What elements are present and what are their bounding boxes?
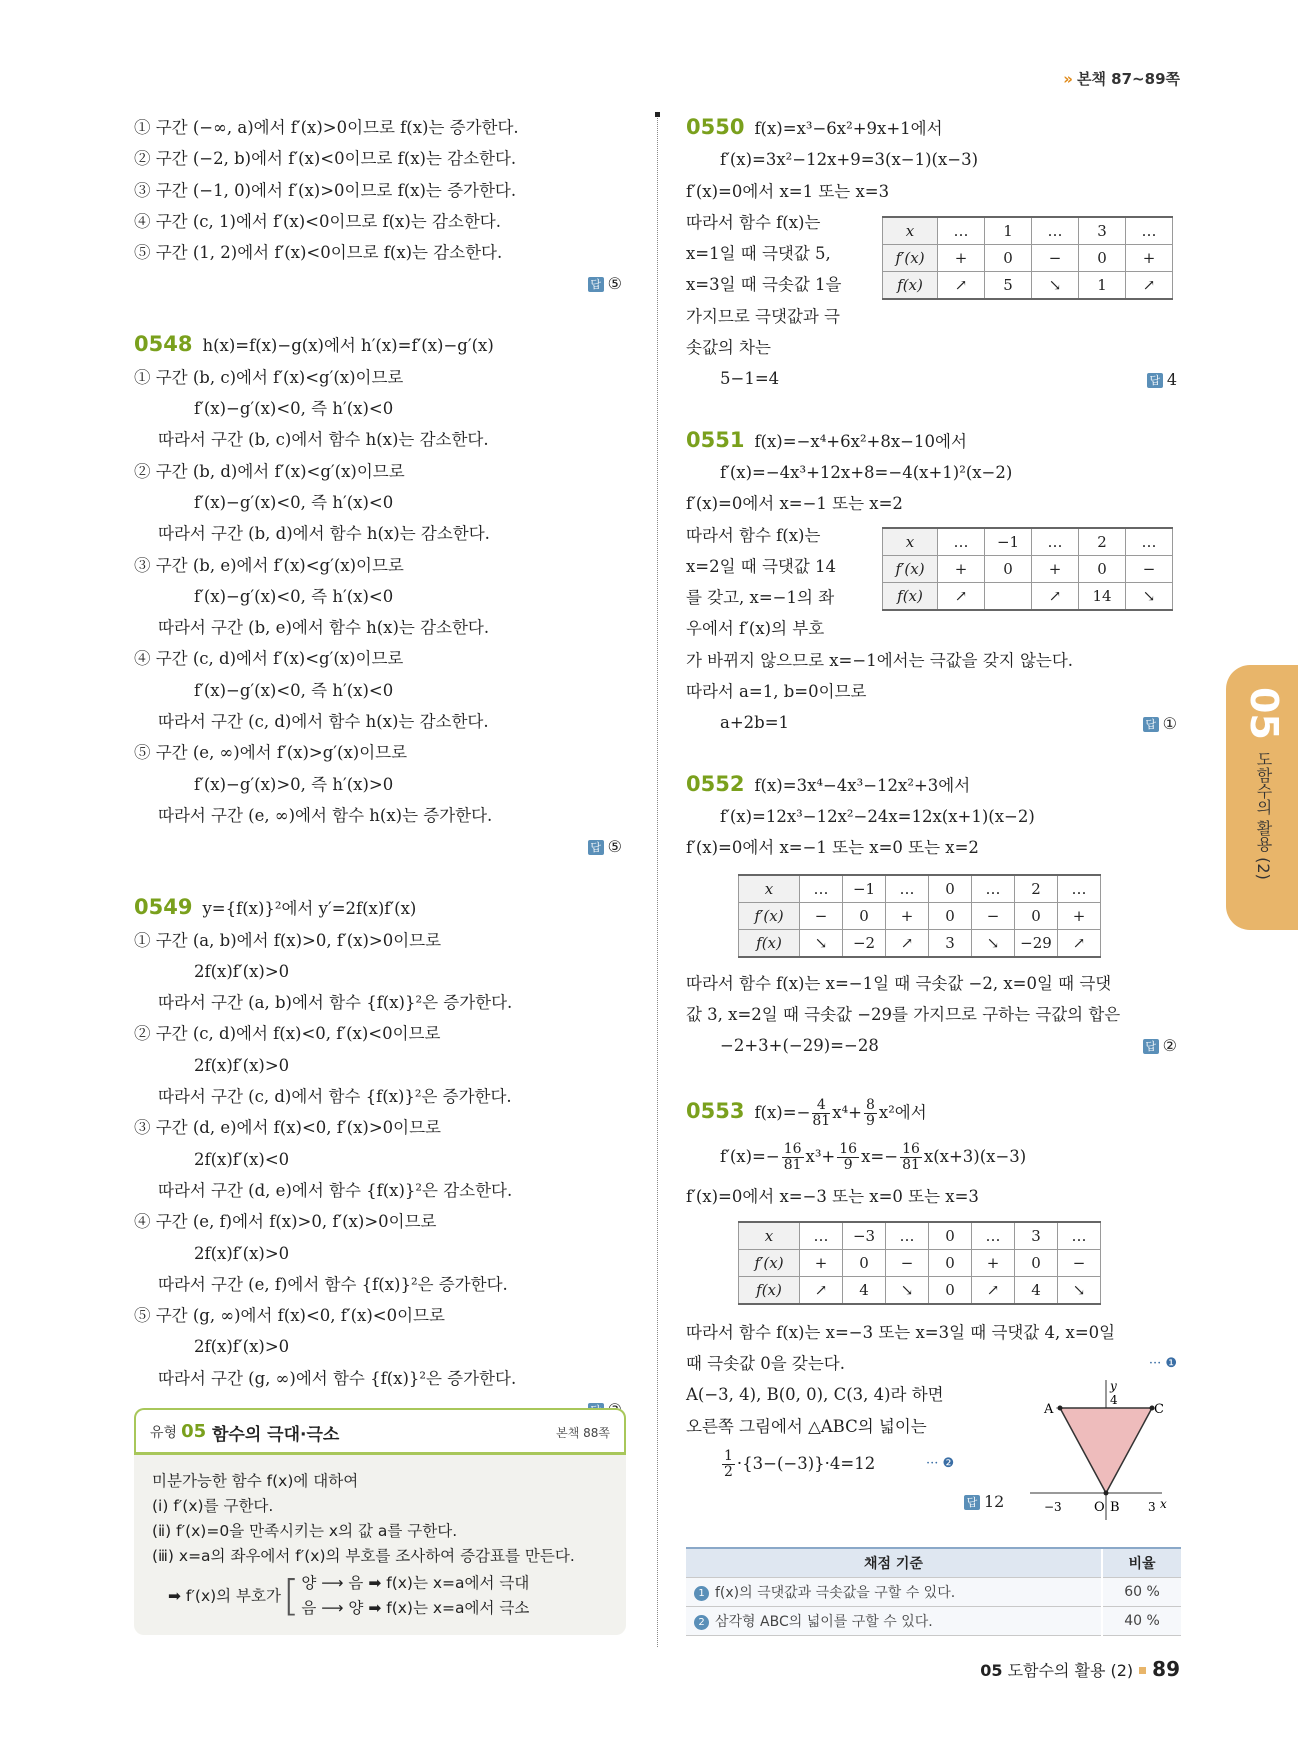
line: 따라서 구간 (d, e)에서 함수 {f(x)}²은 감소한다. (158, 1180, 513, 1200)
answer: 답 ② (686, 1030, 1181, 1061)
answer-mark-icon: 답 (964, 1495, 980, 1510)
grading-criteria-table: 채점 기준 비율 1 f(x)의 극댓값과 극솟값을 구할 수 있다. 60 % 2 삼각형 ABC의 넓이를 구할 수 있다. 40 % (686, 1547, 1181, 1636)
solution-0549: 0549 y={f(x)}²에서 y′=2f(x)f′(x) ① 구간 (a, b)에서 f(x)>0, f′(x)>0이므로 2f(x)f′(x)>0 따라서 구간 (a, b)에서 함수 {f(x)}²은 증가한다. ② 구간 (c, d)에서 f(x)<0, f′(x)<0이므로 2f(x)f′(x)>0 따라서 구간 (c, d)에서 함수 {f(x)}²은 증가한다. ③ 구간 (d, e)에서 f(x)<0, f′(x)>0이므로 2f(x)f′(x)<0 따라서 구간 (d, e)에서 함수 {f(x)}²은 감소한다. ④ 구간 (e, f)에서 f(x)>0, f′(x)>0이므로 2f(x)f′(x)>0 따라서 구간 (e, f)에서 함수 {f(x)}²은 증가한다. ⑤ 구간 (g, ∞)에서 f(x)<0, f′(x)<0이므로 2f(x)f′(x)>0 따라서 구간 (g, ∞)에서 함수 {f(x)}²은 증가한다. (134, 892, 626, 1425)
line: f′(x)−g′(x)<0, 즉 h′(x)<0 (194, 492, 394, 512)
answer-mark-icon: 답 (588, 277, 604, 292)
chapter-side-tab[interactable]: 05 도함수의 활용 (2) (1226, 665, 1298, 930)
line: f′(x)−g′(x)<0, 즉 h′(x)<0 (194, 586, 394, 606)
increase-decrease-table: x … 1 … 3 … f′(x) + 0 − 0 + f(x) ↗ 5 ↘ 1 ↗ (882, 216, 1173, 300)
point-b (1104, 1491, 1109, 1496)
label-o: O (1094, 1500, 1105, 1515)
line: 따라서 구간 (a, b)에서 함수 {f(x)}²은 증가한다. (158, 993, 513, 1013)
left-column (134, 112, 626, 1425)
answer-mark-icon: 답 (1143, 1039, 1159, 1054)
line: ② 구간 (c, d)에서 f(x)<0, f′(x)<0이므로 (134, 1024, 441, 1044)
increase-decrease-table: x … −3 … 0 … 3 … f′(x) + 0 − 0 + 0 − f(x) ↗ 4 ↘ 0 ↗ 4 ↘ (738, 1221, 1101, 1305)
answer: 답 ① (686, 708, 1181, 739)
answer: 답 4 (686, 364, 1181, 395)
increase-decrease-table: x … −1 … 2 … f′(x) + 0 + 0 − f(x) ↗ ↗ 14 ↘ (882, 527, 1173, 611)
line: 따라서 구간 (c, d)에서 함수 h(x)는 감소한다. (158, 712, 489, 732)
label-c: C (1154, 1402, 1164, 1417)
right-column (686, 112, 1181, 1517)
label-y: y (1110, 1380, 1117, 1393)
line: ④ 구간 (e, f)에서 f(x)>0, f′(x)>0이므로 (134, 1212, 437, 1232)
page-footer: 05 도함수의 활용 (2) 89 (980, 1657, 1180, 1681)
line: ③ 구간 (b, e)에서 f′(x)<g′(x)이므로 (134, 555, 404, 575)
line: 따라서 구간 (g, ∞)에서 함수 {f(x)}²은 증가한다. (158, 1368, 517, 1388)
line: ① 구간 (b, c)에서 f′(x)<g′(x)이므로 (134, 367, 404, 387)
triangle-abc (1060, 1408, 1152, 1493)
problem-number: 0551 (686, 427, 745, 452)
line: ① 구간 (−∞, a)에서 f′(x)>0이므로 f(x)는 증가한다. (134, 118, 519, 137)
line: 2f(x)f′(x)>0 (194, 961, 290, 981)
line: f′(x)−g′(x)>0, 즉 h′(x)>0 (194, 774, 394, 794)
line: 따라서 구간 (b, d)에서 함수 h(x)는 감소한다. (158, 524, 490, 544)
line: ④ 구간 (c, d)에서 f′(x)<g′(x)이므로 (134, 649, 404, 669)
triangle-graph (1030, 1380, 1170, 1520)
line: 2f(x)f′(x)<0 (194, 1149, 290, 1169)
line: 2f(x)f′(x)>0 (194, 1055, 290, 1075)
increase-decrease-table: x … −1 … 0 … 2 … f′(x) − 0 + 0 − 0 + f(x) ↘ −2 ↗ 3 ↘ −29 ↗ (738, 874, 1101, 958)
step-2-icon: 2 (694, 1615, 709, 1630)
problem-number: 0553 (686, 1099, 745, 1124)
line: ③ 구간 (d, e)에서 f(x)<0, f′(x)>0이므로 (134, 1118, 441, 1138)
answer: 답 ⑤ (134, 831, 626, 862)
solution-0548: 0548 h(x)=f(x)−g(x)에서 h′(x)=f′(x)−g′(x) ① 구간 (b, c)에서 f′(x)<g′(x)이므로 f′(x)−g′(x)<0, 즉 h′(x)<0 따라서 구간 (b, c)에서 함수 h(x)는 감소한다. ② 구간 (b, d)에서 f′(x)<g′(x)이므로 f′(x)−g′(x)<0, 즉 h′(x)<0 따라서 구간 (b, d)에서 함수 h(x)는 감소한다. ③ 구간 (b, e)에서 f′(x)<g′(x)이므로 f′(x)−g′(x)<0, 즉 h′(x)<0 따라서 구간 (b, e)에서 함수 h(x)는 감소한다. ④ 구간 (c, d)에서 f′(x)<g′(x)이므로 f′(x)−g′(x)<0, 즉 h′(x)<0 따라서 구간 (c, d)에서 함수 h(x)는 감소한다. ⑤ 구간 (e, ∞)에서 f′(x)>g′(x)이므로 f′(x)−g′(x)>0, 즉 h′(x)>0 따라서 구간 (e, ∞)에서 함수 h(x)는 증가한다. 답 ⑤ (134, 329, 626, 862)
label-b: B (1110, 1500, 1120, 1515)
point-a (1058, 1406, 1063, 1411)
label-neg3: −3 (1044, 1500, 1062, 1514)
step-marker: ··· ❷ (926, 1455, 955, 1471)
step-1-icon: 1 (694, 1586, 709, 1601)
solution-0552: 0552 f(x)=3x⁴−4x³−12x²+3에서 f′(x)=12x³−12x²−24x=12x(x+1)(x−2) f′(x)=0에서 x=−1 또는 x=0 또는 x=2 x … −1 … 0 … 2 … f′(x) − 0 + 0 − 0 + f(x) ↘ −2 ↗ 3 ↘ −29 ↗ 따라서 함수 f(x)는 x=−1일 때 극솟값 −2, x=0일 때 극댓 값 3, x=2일 때 극솟값 −29를 가지므로 구하는 극값의 합은 −2+3+(−29)=−28 답 ② (686, 769, 1181, 1062)
line: 따라서 구간 (c, d)에서 함수 {f(x)}²은 증가한다. (158, 1087, 512, 1107)
solution-0551: 0551 f(x)=−x⁴+6x²+8x−10에서 f′(x)=−4x³+12x+8=−4(x+1)²(x−2) f′(x)=0에서 x=−1 또는 x=2 따라서 함수 f(x)는 x=2일 때 극댓값 14 를 갖고, x=−1의 좌 우에서 f′(x)의 부호 가 바뀌지 않으므로 x=−1에서는 극값을 갖지 않는다. 따라서 a=1, b=0이므로 a+2b=1 답 ① x … −1 … 2 … f′(x) + 0 + 0 − f(x) ↗ ↗ 14 ↘ (686, 425, 1181, 739)
column-divider (657, 112, 658, 1647)
solution-0550: 0550 f(x)=x³−6x²+9x+1에서 f′(x)=3x²−12x+9=3(x−1)(x−3) f′(x)=0에서 x=1 또는 x=3 따라서 함수 f(x)는 x=1일 때 극댓값 5, x=3일 때 극솟값 1을 가지므로 극댓값과 극 솟값의 차는 5−1=4 답 4 x … 1 … 3 … f′(x) + 0 − 0 + f(x) ↗ 5 ↘ 1 ↗ (686, 112, 1181, 395)
label-a: A (1044, 1402, 1054, 1417)
page-number: 89 (1152, 1657, 1180, 1681)
type-title: 함수의 극대·극소 (212, 1425, 340, 1445)
line: ② 구간 (−2, b)에서 f′(x)<0이므로 f(x)는 감소한다. (134, 149, 517, 169)
label-3: 3 (1148, 1500, 1156, 1514)
solution-0547 (134, 112, 626, 299)
line: 따라서 구간 (e, ∞)에서 함수 h(x)는 증가한다. (158, 805, 493, 825)
answer-mark-icon: 답 (588, 840, 604, 855)
problem-number: 0552 (686, 771, 745, 796)
line: 따라서 구간 (e, f)에서 함수 {f(x)}²은 증가한다. (158, 1274, 508, 1294)
line: 2f(x)f′(x)>0 (194, 1243, 290, 1263)
step-marker: ··· ❶ (1148, 1356, 1177, 1372)
type-summary-box: 유형 05 함수의 극대·극소 본책 88쪽 미분가능한 함수 f(x)에 대하여 (ⅰ) f′(x)를 구한다. (ⅱ) f′(x)=0을 만족시키는 x의 값 a를 구한다. (ⅲ) x=a의 좌우에서 f′(x)의 부호를 조사하여 증감표를 만든다. ➡ f′(x)의 부호가 [ 양 ⟶ 음 ➡ f(x)는 x=a에서 극대 음 ⟶ 양 ➡ f(x)는 x=a에서 극소 (134, 1408, 626, 1635)
answer: 답 ⑤ (134, 268, 626, 299)
square-bullet-icon (1139, 1667, 1146, 1674)
line: 따라서 구간 (b, c)에서 함수 h(x)는 감소한다. (158, 430, 489, 450)
label-4: 4 (1110, 1393, 1118, 1407)
page-reference: » 본책 87~89쪽 (1063, 70, 1180, 88)
problem-number: 0550 (686, 115, 745, 139)
problem-number: 0549 (134, 895, 193, 920)
answer-mark-icon: 답 (1147, 373, 1163, 388)
double-chevron-icon: » (1063, 70, 1073, 88)
line: ⑤ 구간 (g, ∞)에서 f(x)<0, f′(x)<0이므로 (134, 1306, 445, 1326)
line: f′(x)−g′(x)<0, 즉 h′(x)<0 (194, 399, 394, 419)
bracket-icon: [ (282, 1571, 300, 1620)
line: f′(x)−g′(x)<0, 즉 h′(x)<0 (194, 680, 394, 700)
problem-number: 0548 (134, 332, 193, 357)
line: ⑤ 구간 (1, 2)에서 f′(x)<0이므로 f(x)는 감소한다. (134, 243, 503, 263)
solution-0553: 0553 f(x)=− $\frac{4}{81}$ x⁴+ $\frac{8}{9}$ x²에서 f′(x)=− $\frac{16}{81}$ x³+ $\frac{16}{9}$ x=− $\frac{16}{81}$ x(x+3)(x−3) f′(x)=0에서 x=−3 또는 x=0 또는 x=3 x … −3 … 0 … 3 … f′(x) + 0 − 0 + 0 − f(x) ↗ 4 ↘ 0 ↗ 4 ↘ 따라서 함수 f(x)는 x=−3 또는 x=3일 때 극댓값 4, x=0일 때 극솟값 0을 갖는다. ··· ❶ A(−3, 4), B(0, 0), C(3, 4)라 하면 오른쪽 그림에서 △ABC의 넓이는 $\frac{1}{2}$ ·{3−(−3)}·4=12 ··· ❷ 답 12 (686, 1091, 1181, 1517)
line: ④ 구간 (c, 1)에서 f′(x)<0이므로 f(x)는 감소한다. (134, 211, 501, 231)
type-page-ref: 본책 88쪽 (556, 1426, 610, 1440)
type-summary-header: 유형 05 함수의 극대·극소 본책 88쪽 (134, 1408, 626, 1455)
label-x: x (1160, 1497, 1167, 1511)
line: ③ 구간 (−1, 0)에서 f′(x)>0이므로 f(x)는 증가한다. (134, 180, 517, 200)
line: ② 구간 (b, d)에서 f′(x)<g′(x)이므로 (134, 461, 405, 481)
answer: 답 12 (686, 1486, 1181, 1517)
line: 따라서 구간 (b, e)에서 함수 h(x)는 감소한다. (158, 618, 490, 638)
line: 2f(x)f′(x)>0 (194, 1337, 290, 1357)
answer-mark-icon: 답 (1143, 717, 1159, 732)
line: ① 구간 (a, b)에서 f(x)>0, f′(x)>0이므로 (134, 930, 442, 950)
line: ⑤ 구간 (e, ∞)에서 f′(x)>g′(x)이므로 (134, 743, 408, 763)
